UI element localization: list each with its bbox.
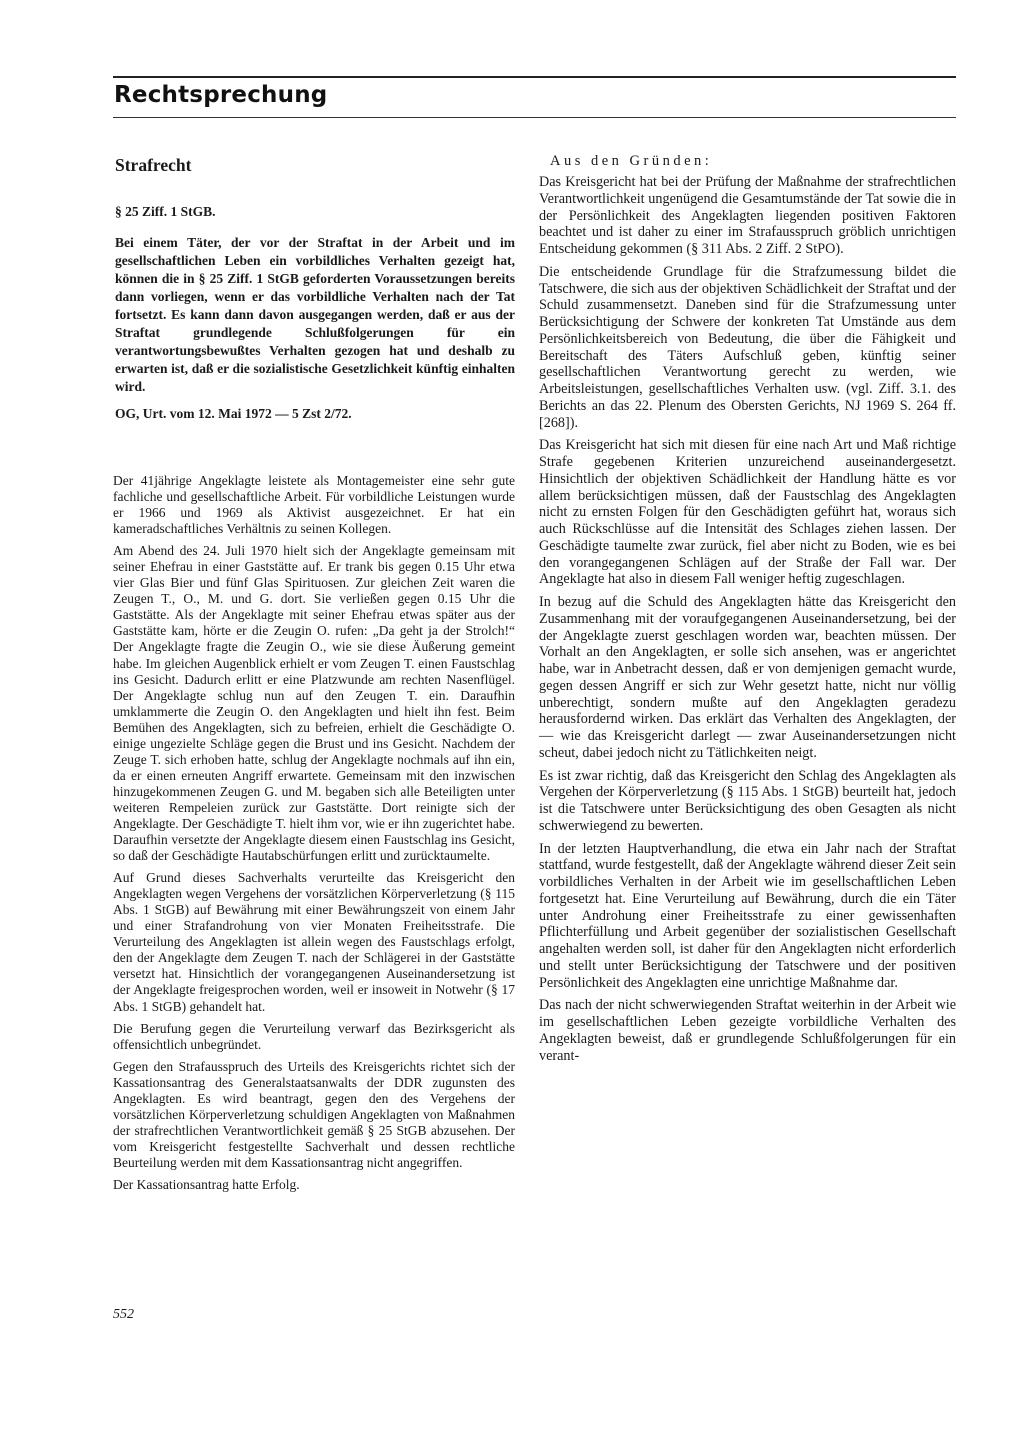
paragraph: Der 41jährige Angeklagte leistete als Montagemeister eine sehr gute fachliche und gesellschaftliche Arbeit. Für vorbildliche Leistungen wurde er 1966 und 1969 als Aktivist ausgezeichnet. Er hat ein kameradschaftliches Verhältnis zu seinen Kollegen. [113, 473, 515, 537]
paragraph: Auf Grund dieses Sachverhalts verurteilte das Kreisgericht den Angeklagten wegen Vergehens der vorsätzlichen Körperverletzung (§ 115 Abs. 1 StGB) auf Bewährung mit einer Bewährungszeit von einem Jahr und einer Strafandrohung von vier Monaten Freiheitsstrafe. Die Verurteilung des Angeklagten ist allein wegen des Faustschlags erfolgt, den der Angeklagte dem Zeugen T. nach der Schlägerei in der Gaststätte versetzt hat. Hinsichtlich der vorangegangenen Auseinandersetzung ist der Angeklagte freigesprochen worden, weil er insoweit in Notwehr (§ 17 Abs. 1 StGB) gehandelt hat. [113, 870, 515, 1014]
paragraph: Das Kreisgericht hat bei der Prüfung der Maßnahme der strafrechtlichen Verantwortlichkeit ungenügend die Gesamtumstände der Tat sowie die in der Persönlichkeit des Angeklagten liegenden positiven Faktoren beachtet und ist daher zu einer im Strafausspruch gröblich unrichtigen Entscheidung gekommen (§ 311 Abs. 2 Ziff. 2 StPO). [539, 174, 956, 257]
paragraph: Am Abend des 24. Juli 1970 hielt sich der Angeklagte gemeinsam mit seiner Ehefrau in einer Gaststätte auf. Er trank bis gegen 0.15 Uhr etwa vier Glas Bier und fünf Glas Spirituosen. Zur gleichen Zeit waren die Zeugen T., O., M. und G. dort. Sie verließen gegen 0.15 Uhr die Gaststätte. Als der Angeklagte mit seiner Ehefrau etwas später aus der Gaststätte kam, hörte er die Zeugin O. rufen: „Da geht ja der Strolch!“ Der Angeklagte fragte die Zeugin O., wie sie diese Äußerung gemeint habe. Im gleichen Augenblick erhielt er vom Zeugen T. einen Faustschlag ins Gesicht. Dadurch erlitt er eine Platzwunde am rechten Nasenflügel. Der Angeklagte schlug nun auf den Zeugen T. ein. Daraufhin umklammerte die Zeugin O. den Angeklagten und hielt ihn fest. Beim Bemühen des Angeklagten, sich zu befreien, erhielt die Geschädigte O. einige ungezielte Schläge gegen die Brust und ins Gesicht. Nachdem der Zeuge T. sich erhoben hatte, schlug der Angeklagte nochmals auf ihn ein, da er einen erneuten Angriff erwartete. Gemeinsam mit den inzwischen hinzugekommenen Zeugen G. und M. begaben sich alle Beteiligten unter weiteren Rempeleien zurück zur Gaststätte. Dort reinigte sich der Angeklagte. Der Geschädigte T. hielt ihm vor, wie er ihn zugerichtet habe. Daraufhin versetzte der Angeklagte diesem einen Faustschlag ins Gesicht, so daß der Geschädigte Hautabschürfungen erlitt und zurücktaumelte. [113, 543, 515, 864]
page-number: 552 [113, 1307, 134, 1322]
left-body-text [113, 473, 515, 1193]
right-body-text [539, 174, 956, 1064]
reasons-heading: Aus den Gründen: [550, 153, 713, 169]
paragraph: Die entscheidende Grundlage für die Strafzumessung bildet die Tatschwere, die sich aus der objektiven Schädlichkeit der Straftat und der Schuld zusammensetzt. Daneben sind für die Strafzumessung unter Berücksichtigung der Schwere der konkreten Tat Umstände aus dem Persönlichkeitsbereich von Bedeutung, die über die Fähigkeit und Bereitschaft des Täters Aufschluß geben, künftig seiner gesellschaftlichen Verantwortung gerecht zu werden, wie Arbeitsleistungen, gesellschaftliches Verhalten usw. (vgl. Ziff. 3.1. des Berichts an das 22. Plenum des Obersten Gerichts, NJ 1969 S. 264 ff. [268]). [539, 263, 956, 431]
header-bottom-rule [113, 117, 956, 118]
page-header-title: Rechtsprechung [114, 82, 328, 108]
paragraph: In bezug auf die Schuld des Angeklagten hätte das Kreisgericht den Zusammenhang mit der voraufgegangenen Auseinandersetzung, bei der der Angeklagte zuerst geschlagen worden war, beachten müssen. Der Vorhalt an den Angeklagten, er solle sich ansehen, was er angerichtet habe, war in Anbetracht dessen, daß er von demjenigen gemacht wurde, gegen dessen Angriff er sich zur Wehr gesetzt hatte, nicht nur völlig unberechtigt, sondern mußte auf den Angeklagten geradezu herausfordernd wirken. Das erklärt das Verhalten des Angeklagten, der — wie das Kreisgericht darlegt — zwar Auseinandersetzungen nicht scheut, dabei jedoch nicht zu Tätlichkeiten neigt. [539, 594, 956, 761]
paragraph: In der letzten Hauptverhandlung, die etwa ein Jahr nach der Straftat stattfand, wurde festgestellt, daß der Angeklagte während dieser Zeit sein vorbildliches Verhalten in der Arbeit wie im gesellschaftlichen Leben fortgesetzt hat. Eine Verurteilung auf Bewährung, durch die ein Täter unter Androhung einer Freiheitsstrafe zu einer gewissenhaften Pflichterfüllung und Arbeit gegenüber der sozialistischen Gesellschaft angehalten werden soll, ist daher für den Angeklagten nicht erforderlich und stellt unter Berücksichtigung der Tatschwere und der positiven Persönlichkeit des Angeklagten eine unrichtige Maßnahme dar. [539, 840, 956, 991]
paragraph: Gegen den Strafausspruch des Urteils des Kreisgerichts richtet sich der Kassationsantrag des Generalstaatsanwalts der DDR zugunsten des Angeklagten. Es wird beantragt, gegen den des Vergehens der vorsätzlichen Körperverletzung schuldigen Angeklagten von Maßnahmen der strafrechtlichen Verantwortlichkeit gemäß § 25 StGB abzusehen. Der vom Kreisgericht festgestellte Sachverhalt und dessen rechtliche Beurteilung werden mit dem Kassationsantrag nicht angegriffen. [113, 1058, 515, 1170]
paragraph: Der Kassationsantrag hatte Erfolg. [113, 1176, 300, 1192]
paragraph: Das Kreisgericht hat sich mit diesen für eine nach Art und Maß richtige Strafe gegebenen Kriterien unzureichend auseinandergesetzt. Hinsichtlich der objektiven Schädlichkeit der Handlung hätte es vor allem berücksichtigen müssen, daß der Faustschlag des Angeklagten nicht zu ernsten Folgen für den Geschädigten geführt hat, woraus sich auch Rückschlüsse auf die Intensität des Schlages ziehen lassen. Der Geschädigte taumelte zwar zurück, fiel aber nicht zu Boden, wie es bei den vorangegangenen Schlägen auf der Straße der Fall war. Der Angeklagte hat also in diesem Fall weniger heftig zugeschlagen. [539, 437, 956, 588]
paragraph: Das nach der nicht schwerwiegenden Straftat weiterhin in der Arbeit wie im gesellschaftlichen Leben gezeigte vorbildliche Verhalten des Angeklagten beweist, daß er grundlegende Schlußfolgerungen für ein verant- [539, 997, 956, 1064]
headnote: Bei einem Täter, der vor der Straftat in der Arbeit und im gesellschaftlichen Leben ein vorbildliches Verhalten gezeigt hat, können die in § 25 Ziff. 1 StGB geforderten Voraussetzungen bereits dann vorliegen, wenn er das vorbildliche Verhalten nach der Tat fortsetzt. Es kann dann davon ausgegangen werden, daß er aus der Straftat grundlegende Schlußfolgerungen für ein verantwortungsbewußtes Verhalten gezogen hat und deshalb zu erwarten ist, daß er die sozialistische Gesetzlichkeit künftig einhalten wird. [115, 235, 515, 394]
paragraph: Die Berufung gegen die Verurteilung verwarf das Bezirksgericht als offensichtlich unbegründet. [113, 1020, 515, 1052]
statute-reference: § 25 Ziff. 1 StGB. [115, 204, 216, 219]
left-column [113, 150, 515, 1199]
section-title: Strafrecht [115, 155, 192, 175]
paragraph: Es ist zwar richtig, daß das Kreisgericht den Schlag des Angeklagten als Vergehen der Körperverletzung (§ 115 Abs. 1 StGB) beurteilt hat, jedoch ist die Tatschwere unter Berücksichtigung des oben Gesagten als nicht schwerwiegend zu bewerten. [539, 767, 956, 834]
right-column [539, 150, 956, 1070]
court-citation: OG, Urt. vom 12. Mai 1972 — 5 Zst 2/72. [115, 406, 352, 421]
header-top-rule [113, 76, 956, 78]
